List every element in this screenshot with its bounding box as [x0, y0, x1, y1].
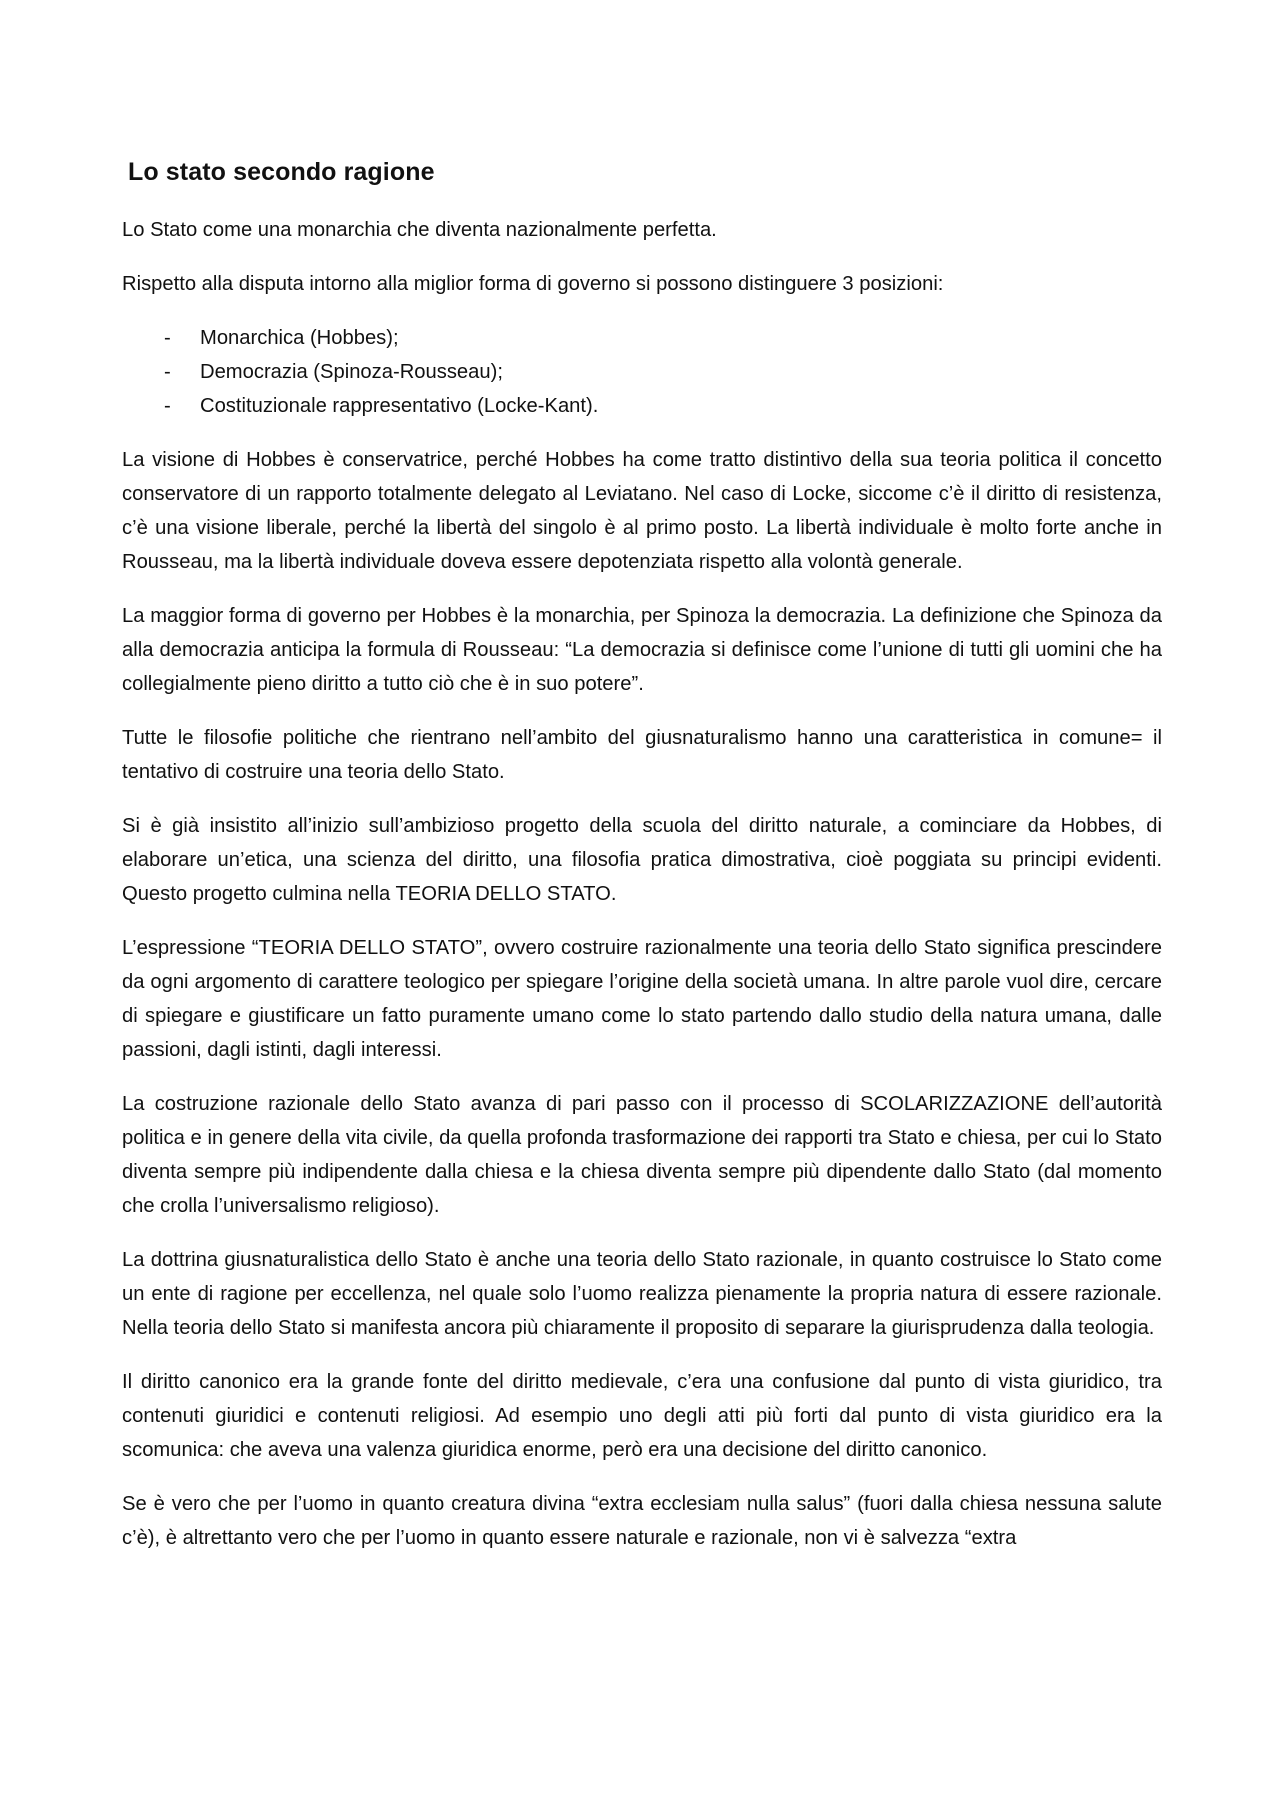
list-item: [122, 355, 1162, 389]
list-item-text: Monarchica (Hobbes);: [200, 327, 399, 349]
document-body: [122, 155, 1162, 1575]
intro-paragraph: Lo Stato come una monarchia che diventa nazionalmente perfetta.: [122, 219, 717, 241]
list-item: [122, 321, 1162, 355]
paragraph-costruzione-razionale: La costruzione razionale dello Stato avanza di pari passo con il processo di SCOLARIZZAZIONE dell’autorità politica e in genere della vita civile, da quella profonda trasformazione dei rapporti tra Stato e chiesa, per cui lo Stato diventa sempre più indipendente dalla chiesa e la chiesa diventa sempre più dipendente dallo Stato (dal momento che crolla l’universalismo religioso).: [122, 1093, 1162, 1217]
paragraph-teoria-dello-stato: L’espressione “TEORIA DELLO STATO”, ovvero costruire razionalmente una teoria dello Stato significa prescindere da ogni argomento di carattere teologico per spiegare l’origine della società umana. In altre parole vuol dire, cercare di spiegare e giustificare un fatto puramente umano come lo stato partendo dallo studio della natura umana, dalle passioni, dagli istinti, dagli interessi.: [122, 937, 1162, 1061]
paragraph-hobbes-locke-rousseau: La visione di Hobbes è conservatrice, perché Hobbes ha come tratto distintivo della sua teoria politica il concetto conservatore di un rapporto totalmente delegato al Leviatano. Nel caso di Locke, siccome c’è il diritto di resistenza, c’è una visione liberale, perché la libertà del singolo è al primo posto. La libertà individuale è molto forte anche in Rousseau, ma la libertà individuale doveva essere depotenziata rispetto alla volontà generale.: [122, 449, 1162, 573]
list-marker: -: [164, 361, 171, 383]
positions-intro-paragraph: Rispetto alla disputa intorno alla miglior forma di governo si possono distinguere 3 posizioni:: [122, 273, 944, 295]
list-item: [122, 389, 1162, 423]
paragraph-extra-ecclesiam: Se è vero che per l’uomo in quanto creatura divina “extra ecclesiam nulla salus” (fuori dalla chiesa nessuna salute c’è), è altrettanto vero che per l’uomo in quanto essere naturale e razionale, non vi è salvezza “extra: [122, 1493, 1162, 1549]
list-marker: -: [164, 327, 171, 349]
paragraph-progetto-scuola-diritto: Si è già insistito all’inizio sull’ambizioso progetto della scuola del diritto naturale, a cominciare da Hobbes, di elaborare un’etica, una scienza del diritto, una filosofia pratica dimostrativa, cioè poggiata su principi evidenti. Questo progetto culmina nella TEORIA DELLO STATO.: [122, 815, 1162, 905]
paragraph-giusnaturalismo: Tutte le filosofie politiche che rientrano nell’ambito del giusnaturalismo hanno una caratteristica in comune= il tentativo di costruire una teoria dello Stato.: [122, 727, 1162, 783]
list-item-text: Costituzionale rappresentativo (Locke-Kant).: [200, 395, 599, 417]
paragraph-diritto-canonico: Il diritto canonico era la grande fonte del diritto medievale, c’era una confusione dal punto di vista giuridico, tra contenuti giuridici e contenuti religiosi. Ad esempio uno degli atti più forti dal punto di vista giuridico era la scomunica: che aveva una valenza giuridica enorme, però era una decisione del diritto canonico.: [122, 1371, 1162, 1461]
paragraph-dottrina-giusnaturalistica: La dottrina giusnaturalistica dello Stato è anche una teoria dello Stato razionale, in quanto costruisce lo Stato come un ente di ragione per eccellenza, nel quale solo l’uomo realizza pienamente la propria natura di essere razionale. Nella teoria dello Stato si manifesta ancora più chiaramente il proposito di separare la giurisprudenza dalla teologia.: [122, 1249, 1162, 1339]
page-title: Lo stato secondo ragione: [128, 158, 435, 186]
paragraph-forme-di-governo: La maggior forma di governo per Hobbes è la monarchia, per Spinoza la democrazia. La definizione che Spinoza da alla democrazia anticipa la formula di Rousseau: “La democrazia si definisce come l’unione di tutti gli uomini che ha collegialmente pieno diritto a tutto ciò che è in suo potere”.: [122, 605, 1162, 695]
list-marker: -: [164, 395, 171, 417]
list-item-text: Democrazia (Spinoza-Rousseau);: [200, 361, 503, 383]
positions-list: [122, 321, 1162, 423]
